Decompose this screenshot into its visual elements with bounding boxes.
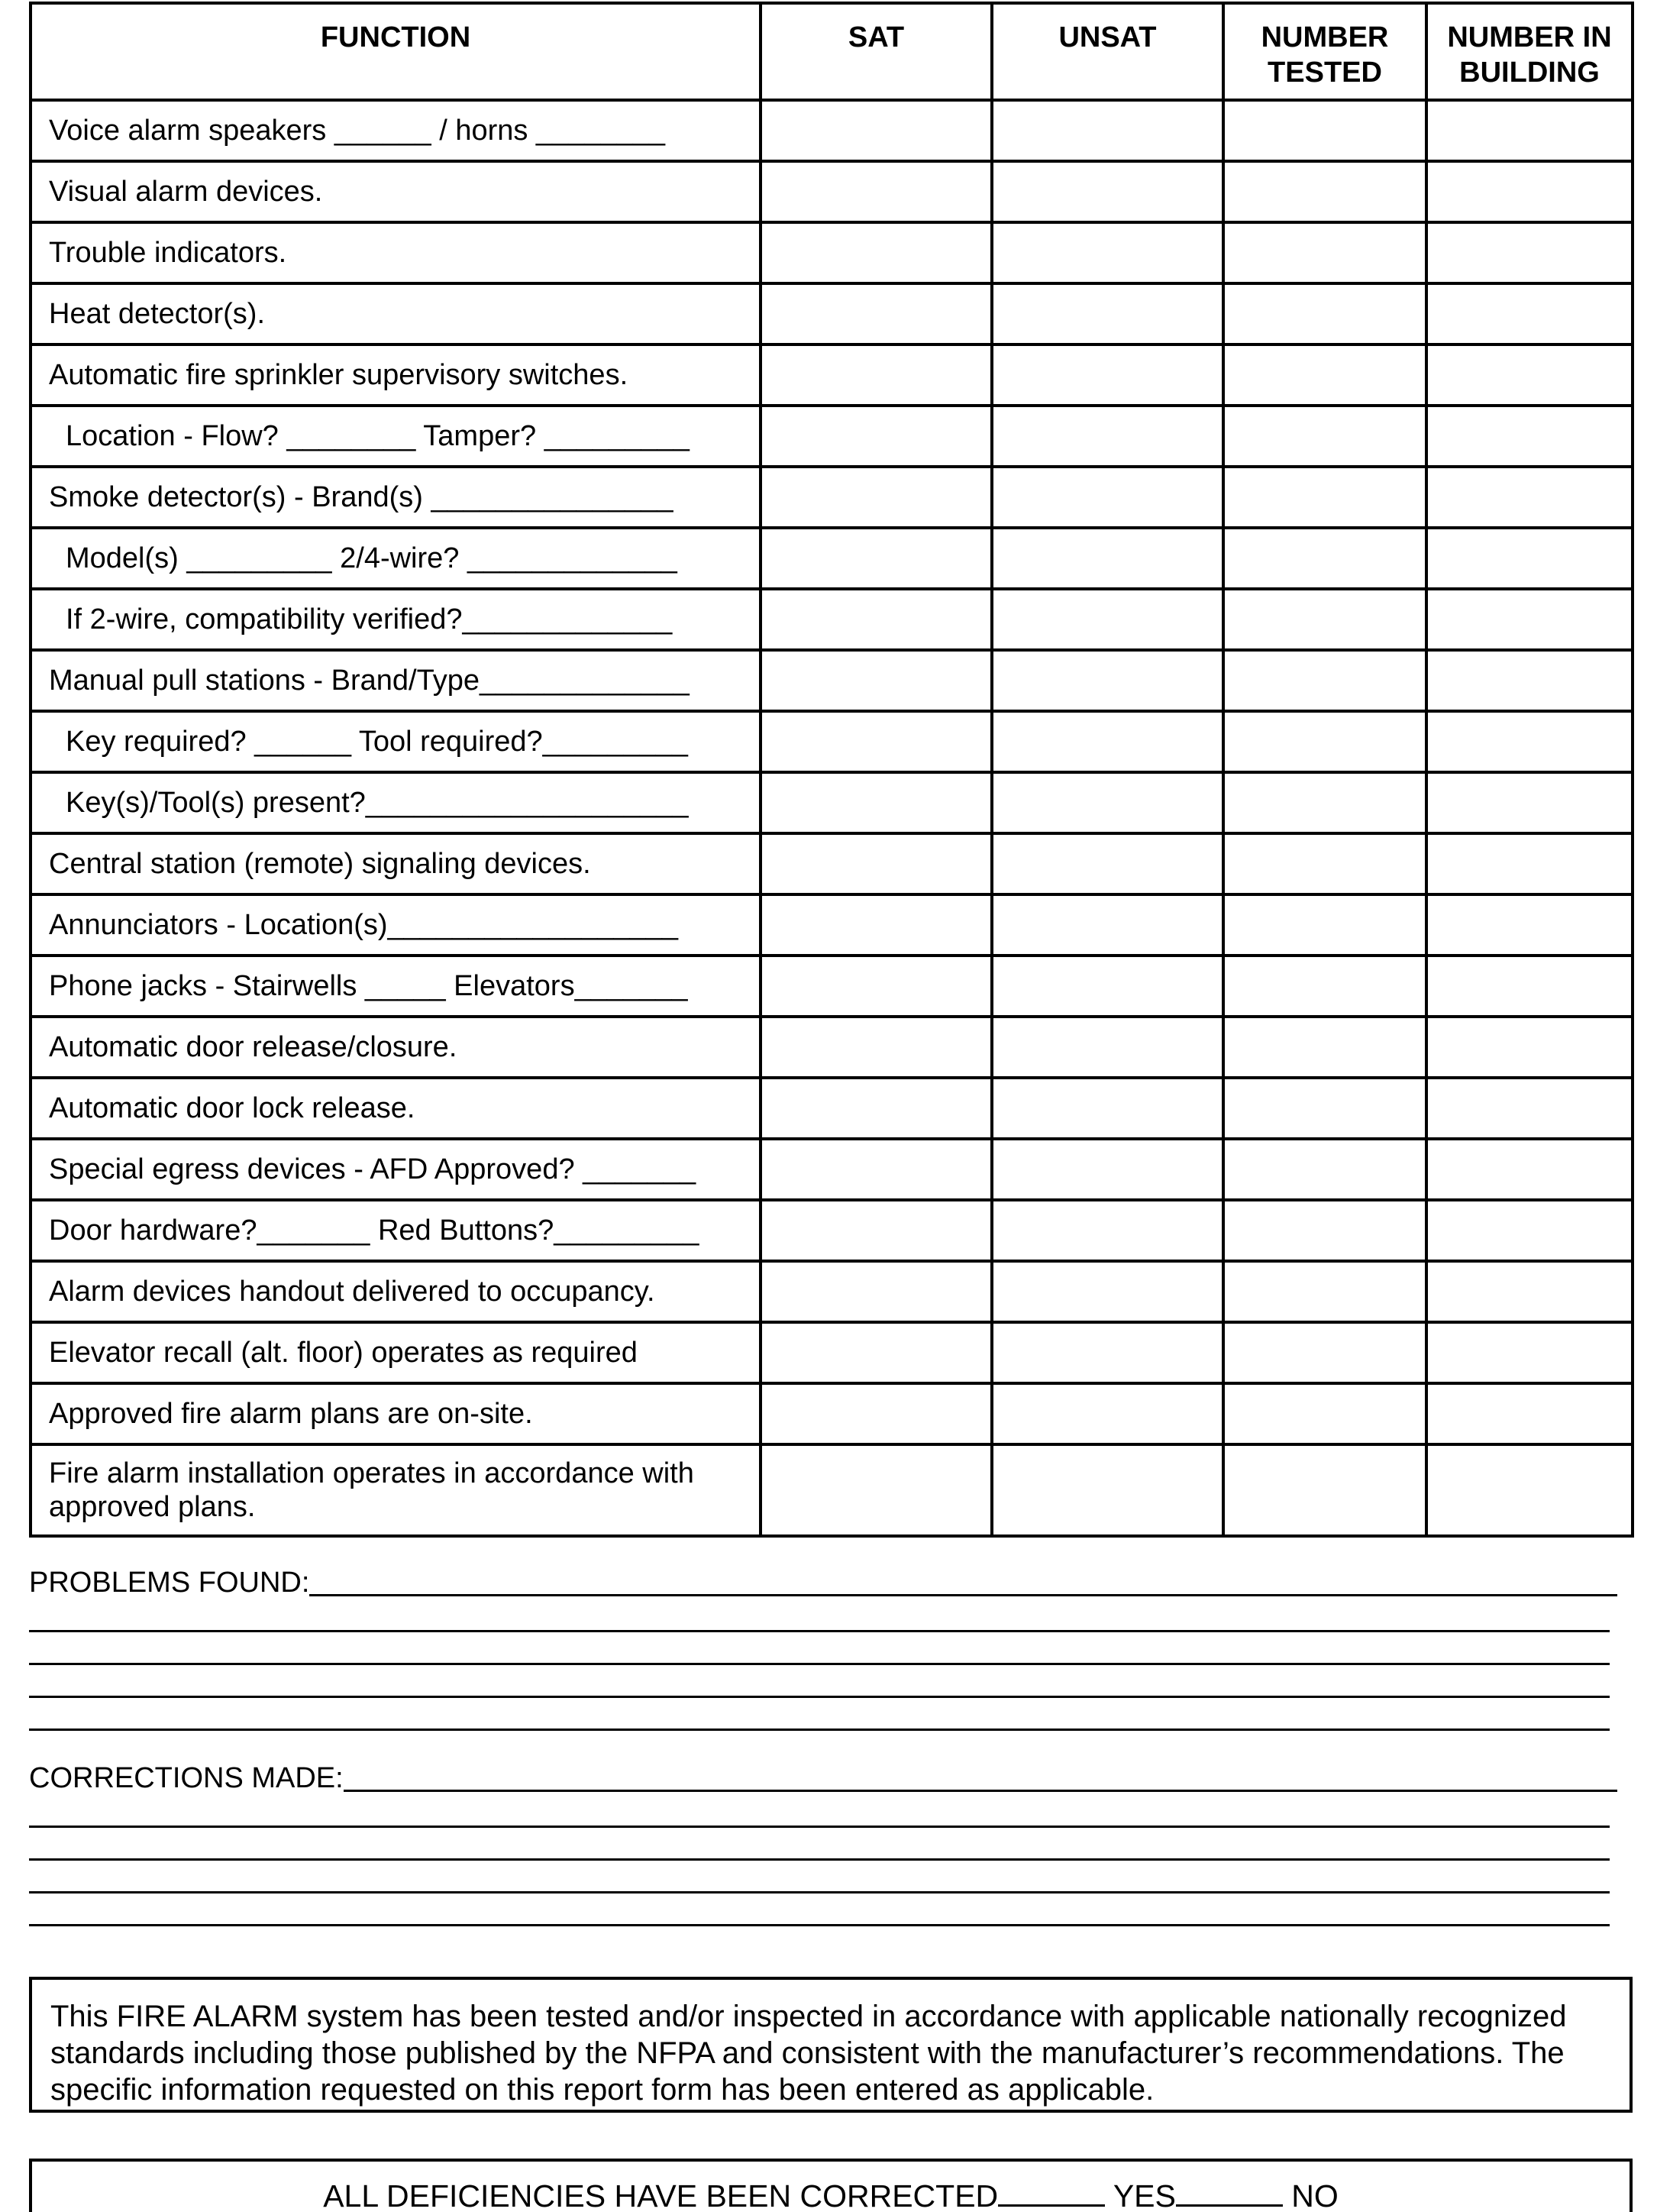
function-cell: Manual pull stations - Brand/Type_____________ (31, 650, 761, 711)
sat-cell[interactable] (761, 589, 992, 650)
function-cell: If 2-wire, compatibility verified?_____________ (31, 589, 761, 650)
number-in-building-cell[interactable] (1426, 772, 1633, 833)
number-in-building-cell[interactable] (1426, 589, 1633, 650)
unsat-cell[interactable] (992, 711, 1223, 772)
table-row (31, 406, 1633, 467)
number-in-building-cell[interactable] (1426, 894, 1633, 956)
number-tested-cell[interactable] (1223, 894, 1426, 956)
number-in-building-cell[interactable] (1426, 956, 1633, 1017)
function-cell: Elevator recall (alt. floor) operates as required (31, 1322, 761, 1383)
problems-found-line[interactable] (29, 1632, 1610, 1665)
unsat-cell[interactable] (992, 894, 1223, 956)
number-tested-cell[interactable] (1223, 711, 1426, 772)
unsat-cell[interactable] (992, 1017, 1223, 1078)
corrections-made-label: CORRECTIONS MADE: (29, 1762, 344, 1794)
function-cell: Automatic door release/closure. (31, 1017, 761, 1078)
function-cell: Door hardware?_______ Red Buttons?_________ (31, 1200, 761, 1261)
number-in-building-cell[interactable] (1426, 528, 1633, 589)
sat-cell[interactable] (761, 161, 992, 222)
problems-found-line[interactable] (309, 1594, 1617, 1596)
table-row (31, 772, 1633, 833)
number-tested-cell[interactable] (1223, 1383, 1426, 1444)
number-tested-cell[interactable] (1223, 161, 1426, 222)
function-cell: Central station (remote) signaling devices. (31, 833, 761, 894)
number-in-building-cell[interactable] (1426, 833, 1633, 894)
header-sat: SAT (761, 3, 992, 100)
number-tested-cell[interactable] (1223, 1322, 1426, 1383)
sat-cell[interactable] (761, 711, 992, 772)
table-row (31, 161, 1633, 222)
sat-cell[interactable] (761, 222, 992, 283)
deficiencies-label: ALL DEFICIENCIES HAVE BEEN CORRECTED (323, 2178, 999, 2212)
function-cell: Approved fire alarm plans are on-site. (31, 1383, 761, 1444)
function-cell: Voice alarm speakers ______ / horns ________ (31, 100, 761, 161)
header-number-in-building: NUMBER IN BUILDING (1426, 3, 1633, 100)
number-tested-cell[interactable] (1223, 956, 1426, 1017)
table-row (31, 1200, 1633, 1261)
function-cell: Automatic fire sprinkler supervisory switches. (31, 344, 761, 406)
yes-label: YES (1113, 2178, 1176, 2212)
header-function: FUNCTION (31, 3, 761, 100)
number-in-building-cell[interactable] (1426, 1383, 1633, 1444)
number-tested-cell[interactable] (1223, 1444, 1426, 1536)
number-in-building-cell[interactable] (1426, 1322, 1633, 1383)
function-cell: Smoke detector(s) - Brand(s) _______________ (31, 467, 761, 528)
sat-cell[interactable] (761, 833, 992, 894)
sat-cell[interactable] (761, 956, 992, 1017)
sat-cell[interactable] (761, 1200, 992, 1261)
function-cell: Automatic door lock release. (31, 1078, 761, 1139)
unsat-cell[interactable] (992, 772, 1223, 833)
sat-cell[interactable] (761, 100, 992, 161)
function-cell: Key(s)/Tool(s) present?____________________ (31, 772, 761, 833)
table-row (31, 1261, 1633, 1322)
corrections-made-section (29, 1760, 1617, 1926)
number-in-building-cell[interactable] (1426, 467, 1633, 528)
no-blank[interactable] (1176, 2179, 1283, 2207)
sat-cell[interactable] (761, 528, 992, 589)
unsat-cell[interactable] (992, 1444, 1223, 1536)
number-in-building-cell[interactable] (1426, 1444, 1633, 1536)
number-tested-cell[interactable] (1223, 1261, 1426, 1322)
table-header-row (31, 3, 1633, 100)
deficiencies-box (29, 2159, 1633, 2212)
header-unsat: UNSAT (992, 3, 1223, 100)
no-label: NO (1291, 2178, 1339, 2212)
table-row (31, 222, 1633, 283)
corrections-made-line[interactable] (29, 1861, 1610, 1893)
sat-cell[interactable] (761, 344, 992, 406)
number-in-building-cell[interactable] (1426, 344, 1633, 406)
sat-cell[interactable] (761, 1017, 992, 1078)
unsat-cell[interactable] (992, 222, 1223, 283)
number-tested-cell[interactable] (1223, 833, 1426, 894)
function-cell: Visual alarm devices. (31, 161, 761, 222)
sat-cell[interactable] (761, 1139, 992, 1200)
number-in-building-cell[interactable] (1426, 100, 1633, 161)
problems-found-section (29, 1564, 1617, 1731)
function-cell: Phone jacks - Stairwells _____ Elevators_______ (31, 956, 761, 1017)
number-tested-cell[interactable] (1223, 1017, 1426, 1078)
function-cell: Special egress devices - AFD Approved? _______ (31, 1139, 761, 1200)
number-in-building-cell[interactable] (1426, 222, 1633, 283)
problems-found-label: PROBLEMS FOUND: (29, 1567, 310, 1599)
sat-cell[interactable] (761, 1444, 992, 1536)
table-row (31, 1444, 1633, 1536)
number-in-building-cell[interactable] (1426, 1017, 1633, 1078)
table-row (31, 589, 1633, 650)
table-row (31, 1139, 1633, 1200)
function-cell: Model(s) _________ 2/4-wire? _____________ (31, 528, 761, 589)
unsat-cell[interactable] (992, 650, 1223, 711)
corrections-made-line[interactable] (29, 1893, 1610, 1926)
certification-text: This FIRE ALARM system has been tested and/or inspected in accordance with applicable nationally recognized standards including those published by the NFPA and consistent with the manufacturer’s recommendations. The specific information requested on this report form has been entered as applicable. (50, 2000, 1567, 2107)
table-row (31, 100, 1633, 161)
table-row (31, 650, 1633, 711)
function-cell: Location - Flow? ________ Tamper? _________ (31, 406, 761, 467)
sat-cell[interactable] (761, 772, 992, 833)
number-in-building-cell[interactable] (1426, 406, 1633, 467)
table-row (31, 956, 1633, 1017)
problems-found-line[interactable] (29, 1665, 1610, 1698)
function-cell: Fire alarm installation operates in accordance with approved plans. (31, 1444, 761, 1536)
function-cell: Annunciators - Location(s)__________________ (31, 894, 761, 956)
sat-cell[interactable] (761, 894, 992, 956)
number-in-building-cell[interactable] (1426, 1200, 1633, 1261)
sat-cell[interactable] (761, 1261, 992, 1322)
function-cell: Heat detector(s). (31, 283, 761, 344)
number-tested-cell[interactable] (1223, 100, 1426, 161)
table-row (31, 1078, 1633, 1139)
sat-cell[interactable] (761, 406, 992, 467)
number-tested-cell[interactable] (1223, 344, 1426, 406)
unsat-cell[interactable] (992, 1261, 1223, 1322)
table-row (31, 344, 1633, 406)
yes-blank[interactable] (998, 2179, 1105, 2207)
number-tested-cell[interactable] (1223, 406, 1426, 467)
unsat-cell[interactable] (992, 100, 1223, 161)
unsat-cell[interactable] (992, 1139, 1223, 1200)
table-row (31, 1322, 1633, 1383)
unsat-cell[interactable] (992, 467, 1223, 528)
number-in-building-cell[interactable] (1426, 1139, 1633, 1200)
table-row (31, 833, 1633, 894)
inspection-table (29, 2, 1634, 1538)
number-tested-cell[interactable] (1223, 1139, 1426, 1200)
number-in-building-cell[interactable] (1426, 1261, 1633, 1322)
function-cell: Trouble indicators. (31, 222, 761, 283)
table-row (31, 528, 1633, 589)
unsat-cell[interactable] (992, 956, 1223, 1017)
number-tested-cell[interactable] (1223, 222, 1426, 283)
number-in-building-cell[interactable] (1426, 161, 1633, 222)
number-tested-cell[interactable] (1223, 1078, 1426, 1139)
unsat-cell[interactable] (992, 528, 1223, 589)
sat-cell[interactable] (761, 283, 992, 344)
number-tested-cell[interactable] (1223, 467, 1426, 528)
corrections-made-line[interactable] (344, 1790, 1617, 1792)
number-in-building-cell[interactable] (1426, 1078, 1633, 1139)
unsat-cell[interactable] (992, 1383, 1223, 1444)
number-tested-cell[interactable] (1223, 283, 1426, 344)
unsat-cell[interactable] (992, 1200, 1223, 1261)
number-in-building-cell[interactable] (1426, 650, 1633, 711)
sat-cell[interactable] (761, 1383, 992, 1444)
unsat-cell[interactable] (992, 344, 1223, 406)
unsat-cell[interactable] (992, 1322, 1223, 1383)
number-tested-cell[interactable] (1223, 650, 1426, 711)
unsat-cell[interactable] (992, 833, 1223, 894)
sat-cell[interactable] (761, 1322, 992, 1383)
unsat-cell[interactable] (992, 283, 1223, 344)
number-in-building-cell[interactable] (1426, 283, 1633, 344)
table-row (31, 1383, 1633, 1444)
function-cell: Key required? ______ Tool required?_________ (31, 711, 761, 772)
unsat-cell[interactable] (992, 406, 1223, 467)
sat-cell[interactable] (761, 467, 992, 528)
table-row (31, 283, 1633, 344)
certification-box (29, 1977, 1633, 2113)
corrections-made-line[interactable] (29, 1828, 1610, 1861)
header-number-tested: NUMBER TESTED (1223, 3, 1426, 100)
unsat-cell[interactable] (992, 1078, 1223, 1139)
table-row (31, 711, 1633, 772)
table-row (31, 467, 1633, 528)
corrections-made-line[interactable] (29, 1795, 1610, 1828)
sat-cell[interactable] (761, 1078, 992, 1139)
problems-found-line[interactable] (29, 1599, 1610, 1632)
table-row (31, 894, 1633, 956)
number-tested-cell[interactable] (1223, 1200, 1426, 1261)
sat-cell[interactable] (761, 650, 992, 711)
number-in-building-cell[interactable] (1426, 711, 1633, 772)
number-tested-cell[interactable] (1223, 589, 1426, 650)
number-tested-cell[interactable] (1223, 528, 1426, 589)
table-row (31, 1017, 1633, 1078)
unsat-cell[interactable] (992, 589, 1223, 650)
unsat-cell[interactable] (992, 161, 1223, 222)
number-tested-cell[interactable] (1223, 772, 1426, 833)
function-cell: Alarm devices handout delivered to occupancy. (31, 1261, 761, 1322)
problems-found-line[interactable] (29, 1698, 1610, 1731)
